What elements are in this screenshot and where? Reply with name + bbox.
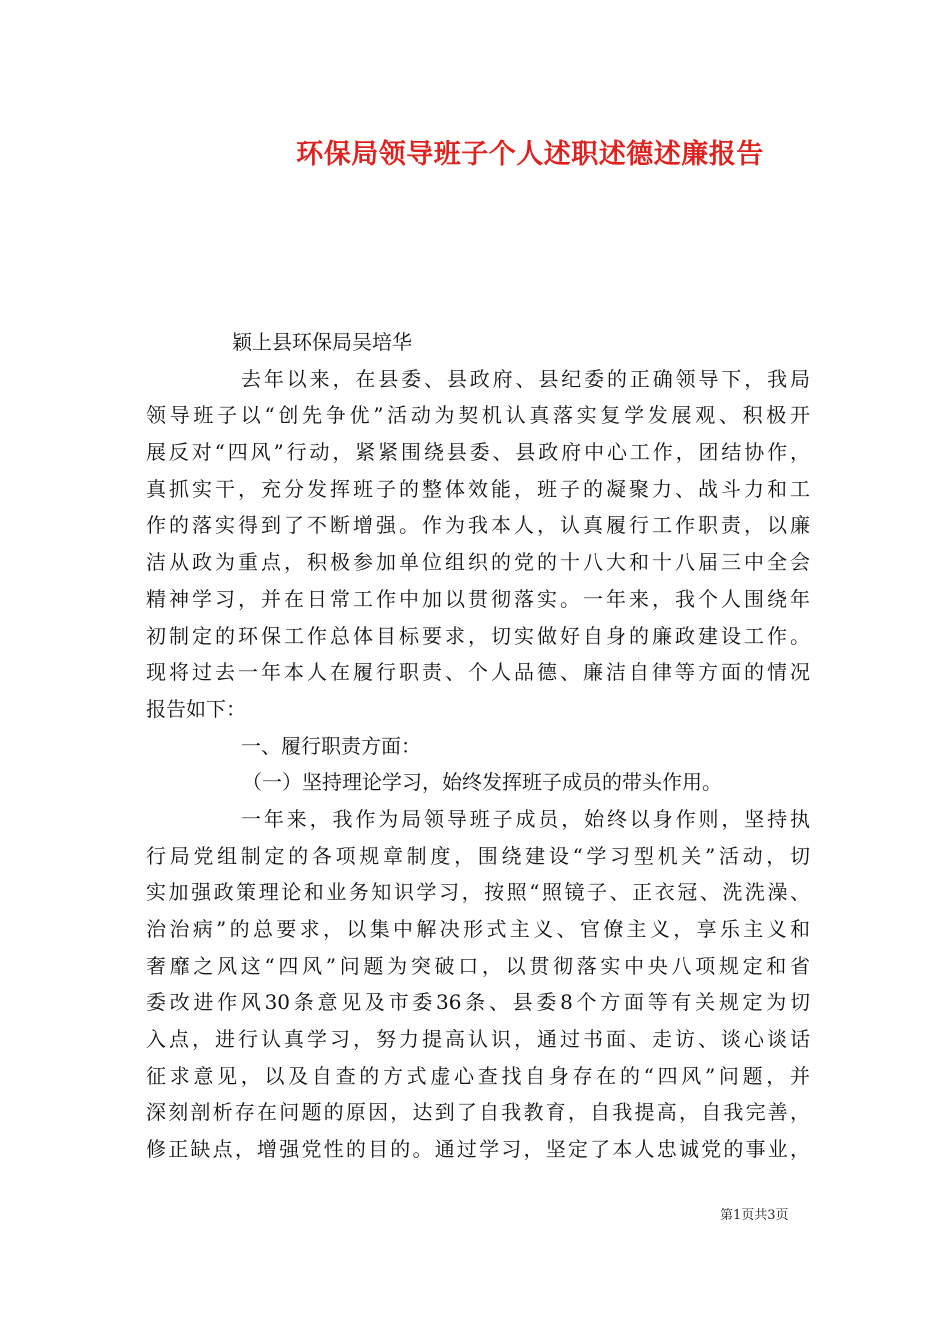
- paragraph-line: 深刻剖析存在问题的原因，达到了自我教育，自我提高，自我完善，: [146, 1100, 810, 1125]
- paragraph-line: 作的落实得到了不断增强。作为我本人，认真履行工作职责，以廉: [146, 513, 810, 538]
- paragraph-line: 精神学习，并在日常工作中加以贯彻落实。一年来，我个人围绕年: [146, 586, 810, 611]
- paragraph-line: 现将过去一年本人在履行职责、个人品德、廉洁自律等方面的情况: [146, 660, 810, 685]
- paragraph-line: 行局党组制定的各项规章制度，围绕建设“学习型机关”活动，切: [146, 843, 810, 868]
- paragraph-line: 委改进作风30条意见及市委36条、县委8个方面等有关规定为切: [146, 990, 810, 1015]
- paragraph-line: 初制定的环保工作总体目标要求，切实做好自身的廉政建设工作。: [146, 623, 810, 648]
- paragraph-line: 修正缺点，增强党性的目的。通过学习，坚定了本人忠诚党的事业，: [146, 1137, 810, 1162]
- paragraph-line: 领导班子以“创先争优”活动为契机认真落实复学发展观、积极开: [146, 403, 810, 428]
- paragraph-line: 报告如下：: [146, 696, 246, 721]
- paragraph-line: 洁从政为重点，积极参加单位组织的党的十八大和十八届三中全会: [146, 550, 810, 575]
- document-title: 环保局领导班子个人述职述德述廉报告: [296, 139, 764, 170]
- paragraph-line: 入点，进行认真学习，努力提高认识，通过书面、走访、谈心谈话: [146, 1027, 810, 1052]
- page-number: 第1页共3页: [720, 1208, 789, 1223]
- subsection-heading: （一）坚持理论学习，始终发挥班子成员的带头作用。: [242, 770, 722, 795]
- document-body: [146, 324, 810, 1168]
- paragraph-line: 奢靡之风这“四风”问题为突破口，以贯彻落实中央八项规定和省: [146, 953, 810, 978]
- paragraph-line: 治治病”的总要求，以集中解决形式主义、官僚主义，享乐主义和: [146, 917, 810, 941]
- author-line: 颖上县环保局吴培华: [232, 330, 412, 354]
- paragraph-line: 实加强政策理论和业务知识学习，按照“照镜子、正衣冠、洗洗澡、: [146, 880, 810, 905]
- paragraph-line: 去年以来，在县委、县政府、县纪委的正确领导下，我局: [241, 366, 810, 391]
- paragraph-line: 征求意见，以及自查的方式虚心查找自身存在的“四风”问题，并: [146, 1063, 810, 1088]
- section-heading: 一、履行职责方面：: [241, 733, 421, 758]
- paragraph-line: 真抓实干，充分发挥班子的整体效能，班子的凝聚力、战斗力和工: [146, 476, 810, 501]
- paragraph-line: 展反对“四风”行动，紧紧围绕县委、县政府中心工作，团结协作，: [146, 440, 810, 465]
- paragraph-line: 一年来，我作为局领导班子成员，始终以身作则，坚持执: [241, 806, 810, 831]
